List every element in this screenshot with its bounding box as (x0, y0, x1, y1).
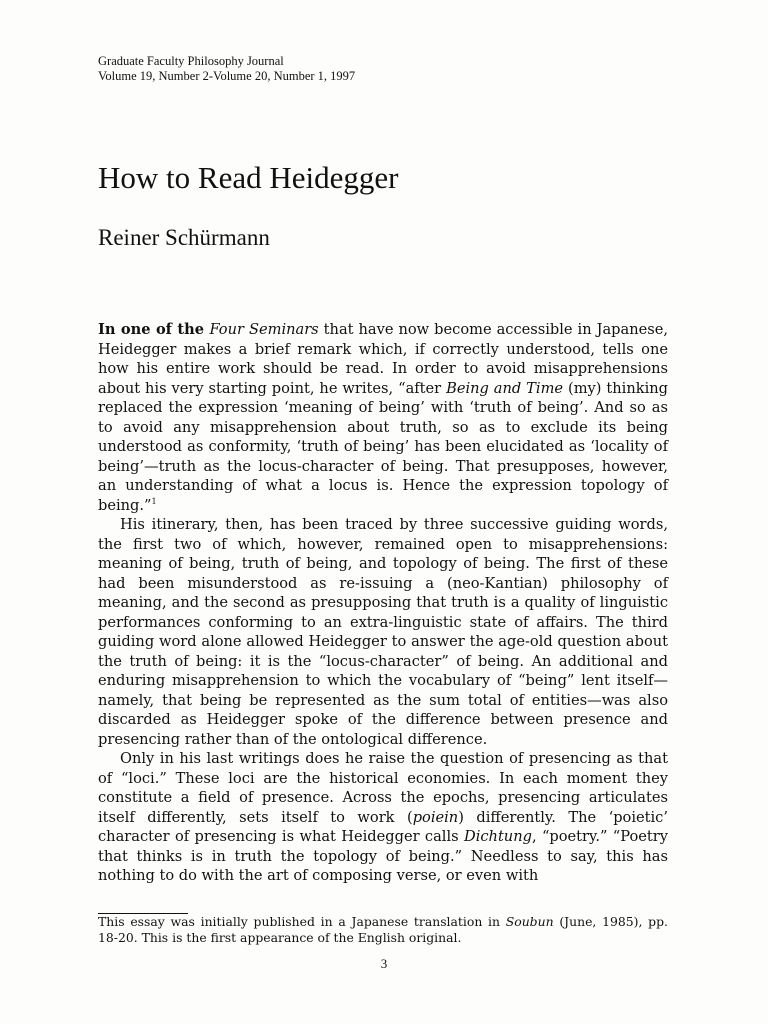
paragraph (98, 515, 668, 749)
paragraph-text: that have now become accessible in Japanese, Heidegger makes a brief remark which, if correctly understood, tells one how his entire work should be read. In order to avoid misapprehensions about his very starting point, he writes, “after (98, 321, 669, 397)
article-title: How to Read Heidegger (98, 160, 399, 195)
article-body (98, 320, 668, 886)
italic-phrase: Four Seminars (209, 321, 319, 338)
footnote-marker: 1 (151, 496, 157, 506)
footnote-text: (June, 1985), pp. 18-20. This is the first appearance of the English original. (98, 914, 668, 945)
paragraph-text: Only in his last writings does he raise the question of presencing as that of “loci.” These loci are the historical economies. In each moment they constitute a field of presence. Across the epochs, presencing articulates itself differently, sets itself to work ( (98, 750, 668, 826)
italic-phrase: poiein (412, 808, 459, 826)
italic-phrase: Soubun (505, 914, 554, 929)
paragraph (98, 749, 668, 886)
paragraph-text: ) differently. The ‘poietic’ character of presencing is what Heidegger calls (98, 808, 668, 845)
article-author: Reiner Schürmann (98, 225, 270, 250)
paragraph-text: , “poetry.” “Poetry that thinks is in truth the topology of being.” Needless to say, this has nothing to do with the art of composing verse, or even with (98, 828, 668, 884)
paragraph (98, 320, 668, 515)
paragraph-text: His itinerary, then, has been traced by three successive guiding words, the first two of which, however, remained open to misapprehensions: meaning of being, truth of being, and topology of being. The first of these had been misunderstood as re-issuing a (neo-Kantian) philosophy of meaning, and the second as presupposing that truth is a quality of linguistic performances conforming to an extra-linguistic state of affairs. The third guiding word alone allowed Heidegger to answer the age-old question about the truth of being: it is the “locus-character” of being. An additional and enduring misapprehension to which the vocabulary of “being” lent itself—namely, that being be represented as the sum total of entities—was also discarded as Heidegger spoke of the difference between presence and presencing rather than of the ontological difference. (98, 516, 668, 748)
journal-header (98, 54, 355, 84)
paragraph-lead-in: In one of the (98, 321, 210, 338)
journal-issue: Volume 19, Number 2-Volume 20, Number 1, 1997 (98, 69, 356, 83)
footnote (98, 914, 668, 946)
italic-phrase: Being and Time (446, 379, 564, 397)
paragraph-text: (my) thinking replaced the expression ‘meaning of being’ with ‘truth of being’. And so as to avoid any misapprehension about truth, so as to exclude its being understood as conformity, ‘truth of being’ has been elucidated as ‘locality of being’—truth as the locus-character of being. That presupposes, however, an understanding of what a locus is. Hence the expression topology of being.” (98, 379, 668, 514)
footnote-text: This essay was initially published in a Japanese translation in (98, 914, 506, 929)
italic-phrase: Dichtung (464, 828, 532, 845)
journal-name: Graduate Faculty Philosophy Journal (98, 54, 284, 68)
page-number: 3 (380, 956, 388, 971)
